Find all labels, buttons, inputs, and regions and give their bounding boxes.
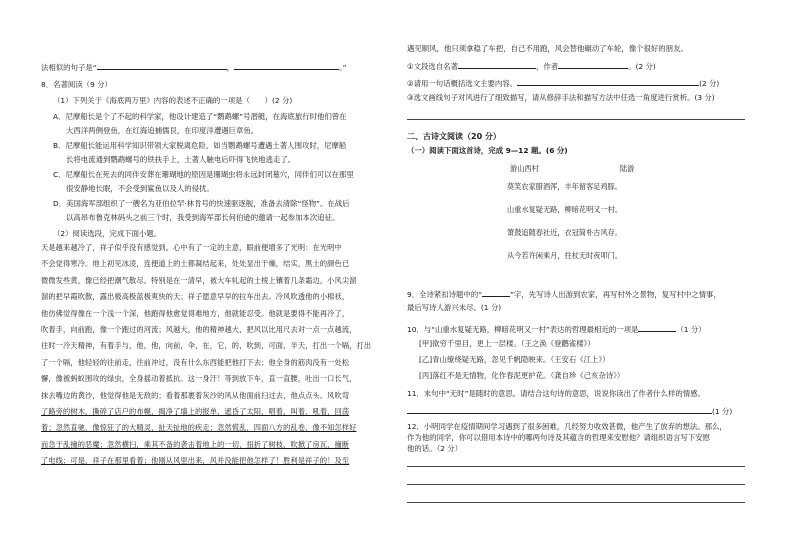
option-c[interactable]: C．尼摩船长在死去的同伴安葬在珊瑚地的原因是珊瑚虫将永远封闭墓穴，同伴们可以在那里 <box>53 170 354 179</box>
question-10: 10．与“山重水复疑无路，柳暗花明又一村”表达的哲理最相近的一项是 （1 分） <box>407 325 706 334</box>
passage-line: 溜的把早霞吹散，露出极高极蓝极爽快的天；祥子愿意早早的拉车出去。冷风吹透他的小棉袄， <box>41 292 350 302</box>
sub-question-3: ③选文画线句子对风进行了细致描写，请从修辞手法和描写方法中任选一角度进行赏析。(3 分) <box>407 93 715 102</box>
passage-line: 了一个嗝，他轻轻的往前走，往前冲过，没有什么东西能把他打下去；他全身的筋肉没有一处松 <box>41 357 350 367</box>
option-d-cont: 以高昂布鲁克林码头之前三个时，我受到海军部长何伯逊的邀请一起参加本次追征。 <box>66 213 340 222</box>
answer-line[interactable] <box>407 484 745 485</box>
question-11: 11．末句中“无时”是随时的意思。请结合这句诗的意思，说说你读出了作者什么样的情感。 <box>407 389 705 398</box>
sub-question-2: ②请用一句话概括选文主要内容。 (2 分) <box>407 79 720 88</box>
poem-title: 游山西村 <box>510 164 539 173</box>
passage-line: 了路旁的树木，撕碎了店户的布幌，揭净了墙上的报单，遮昏了太阳，唱着，叫着，吼着，回荡 <box>41 407 350 416</box>
option-b[interactable]: B．尼摩船长能运用科学知识带领大家脱离危险，如当鹦鹉螺号遭遇土著人围攻时，尼摩船 <box>53 141 347 150</box>
poem-line: 从今若许闲乘月，拄杖无时夜叩门。 <box>507 251 623 260</box>
passage-line: 微微发些黄，像已经把潮气散尽。特别是在一清早，被大车轧起的土棱上镶着几条霜边，小风尖溜 <box>41 275 357 285</box>
option-d[interactable]: D．美国海军部组织了一艘名为亚伯拉罕·林肯号的快速驱逐舰，准备去清除“怪物”。在战后 <box>53 199 350 208</box>
passage-line: 了电线；可是，祥子在那里看着；他刚从风里出来，风并没能把他怎样了！胜利是祥子的！及至 <box>41 456 350 466</box>
passage-line: 吹着手，向前跑，像一个跑过的河流；风越大，他的精神越大，把风以比用尺去对一点一点越流， <box>41 325 357 334</box>
question-10-blank[interactable] <box>638 323 676 332</box>
question-9-cont: 最后写诗人游兴未尽。(1 分) <box>407 303 502 312</box>
question-11-answer-row: (1 分) <box>407 405 732 417</box>
passage-line: 他仿佛觉得像在一个浅一个深，他跑得他愈觉得难地方，他就能忍受。他就是要得不能再冷了， <box>41 308 350 318</box>
sub-question-1: ①文段选自名著 ，作者 。(2 分) <box>407 62 656 71</box>
passage-line: 往时一冷天精神，有着手与，他，他，向前，伞，在，它，的，吹到，可面，半天，打出一个嗝，打出 <box>41 341 372 351</box>
poem-line: 莫笑农家腊酒浑，丰年留客足鸡豚。 <box>507 182 623 191</box>
passage-line: 而急于乱撞的恶魔；忽然横扫，乘其不备的袭击着地上的一切，扭折了树枝，吹掀了房瓦，撞断 <box>41 439 350 449</box>
passage-line: 天是越来越冷了，祥子似乎没有感觉到。心中有了一定的主意，眼前便增多了光明：在光明中 <box>41 243 342 252</box>
poem-line: 山重水复疑无路，柳暗花明又一村。 <box>507 205 623 214</box>
option-a[interactable]: A．尼摩船长是个了不起的科学家，他设计建造了“鹦鹉螺”号潜艇，在海底旅行时他们曾在 <box>53 112 347 121</box>
question-10-option[interactable]: [甲]欲穷千里目，更上一层楼。（王之涣《登鹳雀楼》） <box>419 339 595 348</box>
book-title-blank[interactable] <box>458 60 536 69</box>
question-12-line: 12．小明同学在疫情期间学习遇到了很多困难，几经努力收效甚微，他产生了放弃的想法。那么， <box>407 422 727 431</box>
question-8-title: 8．名著阅读（9 分） <box>41 80 112 89</box>
question-11-blank[interactable] <box>407 405 712 414</box>
question-9: 9．全诗紧扣诗题中的“ ”字，先写诗人出游到农家，再写村外之景物，复写村中之情事， <box>407 290 721 299</box>
answer-blank[interactable] <box>234 61 339 70</box>
question-10-option[interactable]: [丙]落红不是无情物，化作春泥更护花。（龚自珍《己亥杂诗》） <box>419 371 625 380</box>
passage-line: 着；忽然直驰，像惊狂了的大精灵，扯天扯地的疾走；忽然慌乱，四面八方的乱卷，像不知怎样好 <box>41 423 357 433</box>
question-12-line: 他的话。（2 分） <box>407 444 463 453</box>
section-2-sub-1: （一）阅读下面这首诗，完成 9—12 题。(6 分) <box>407 146 568 155</box>
passage-continuation: 遇见顺风，他只须拿稳了车把，自己不用跑，风会替他碾动了车轮，像个很好的朋友。 <box>407 44 688 53</box>
passage-line: 懈，像被蚂蚁围攻的绿虫，全身摇动着抵抗。这一身汗！等到放下车，直一直腰，吐出一口长气， <box>41 374 357 384</box>
poem-author: 陆游 <box>620 164 635 173</box>
author-blank[interactable] <box>558 60 628 69</box>
option-b-cont: 长将电流通到鹦鹉螺号的铁扶手上，土著人触电后吓得飞快地逃走了。 <box>66 155 296 164</box>
question-8-2-stem: （2）阅读选段，完成下面小题。 <box>53 229 162 238</box>
question-12-line: 作为他的同学，你可以借用本诗中的哪两句诗及其蕴含的哲理来安慰他？请组织语言写下安慰 <box>407 433 711 442</box>
option-a-cont: 大西洋两侧登鱼，在红海追捕儒艮，在印度洋遭遇巨章鱼。 <box>66 126 259 135</box>
section-2-title: 二、古诗文阅读（20 分） <box>407 132 501 141</box>
option-c-cont: 很安静地长眠，不会受到鲨鱼以及人的侵扰。 <box>66 184 214 193</box>
question-10-option[interactable]: [乙]青山缭绕疑无路，忽见千帆隐映来。（王安石《江上》） <box>419 355 610 364</box>
answer-blank[interactable] <box>97 61 227 70</box>
poem-line: 箫鼓追随春社近，衣冠简朴古风存。 <box>507 228 623 237</box>
passage-line: 抹去嘴边的黄沙，他觉得他是无敌的；看着那裹着灰沙的风从他面前扫过去，他点点头。风吹弯 <box>41 390 350 400</box>
answer-line[interactable] <box>407 502 745 503</box>
question-8-1-stem: （1）下列关于《海底两万里》内容的表述不正确的一项是（ ）(2 分) <box>53 96 293 105</box>
top-fill-line: 法相似的句子是“ ， 。” <box>41 63 347 72</box>
answer-line[interactable] <box>407 466 745 467</box>
answer-line[interactable] <box>407 119 745 120</box>
passage-line: 不会觉得寒冷。地上初见冰凌，连便道上的土都凝结起来，处处显出干燥，结实，黑土的颜色已 <box>41 259 350 269</box>
summary-blank[interactable] <box>517 77 699 86</box>
question-9-blank[interactable] <box>482 288 510 297</box>
